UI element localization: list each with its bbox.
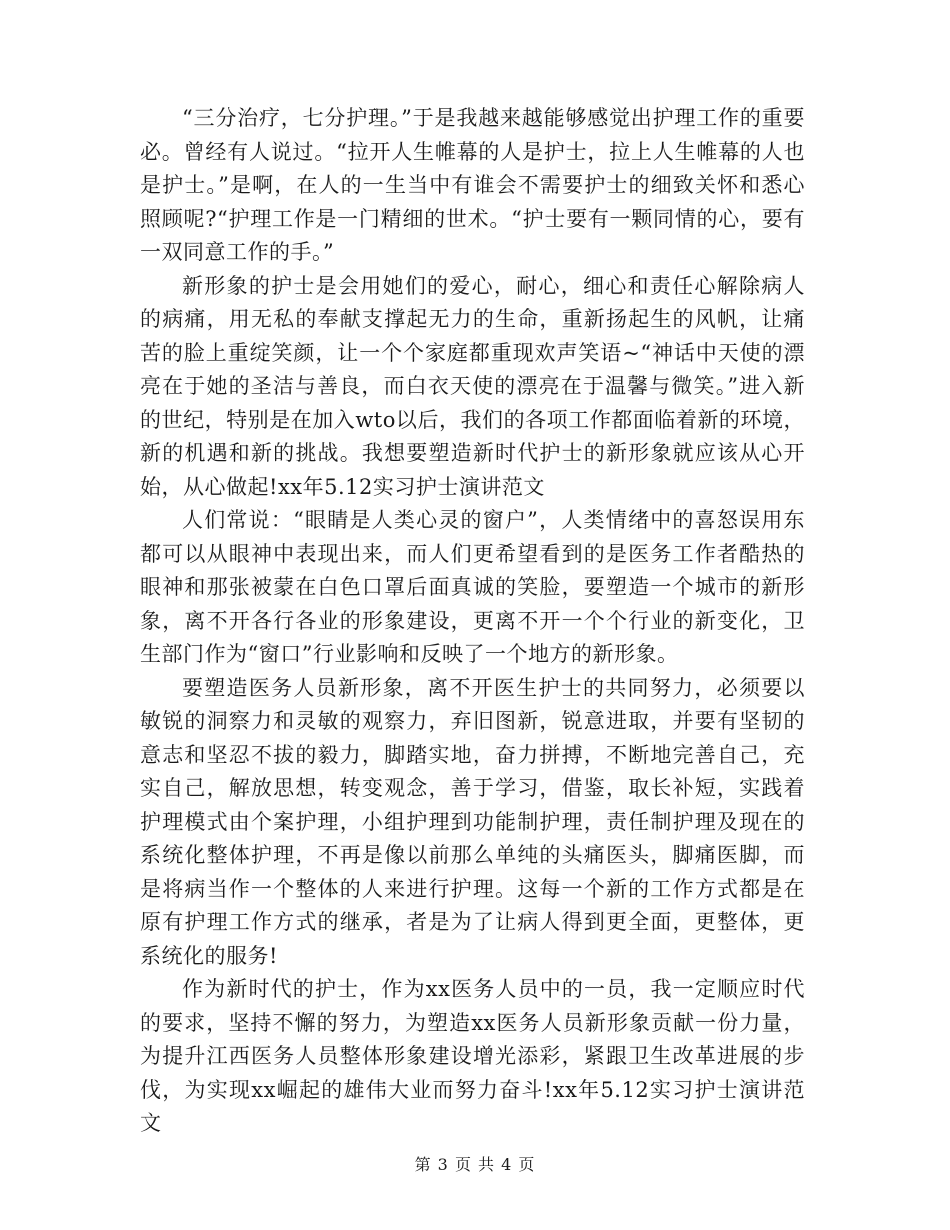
- paragraph-2: 新形象的护士是会用她们的爱心，耐心，细心和责任心解除病人的病痛，用无私的奉献支撑起无力的生命，重新扬起生的风帆，让痛苦的脸上重绽笑颜，让一个个家庭都重现欢声笑语~“神话中天使的漂亮在于她的圣洁与善良，而白衣天使的漂亮在于温馨与微笑。”进入新的世纪，特别是在加入wto以后，我们的各项工作都面临着新的环境，新的机遇和新的挑战。我想要塑造新时代护士的新形象就应该从心开始，从心做起!xx年5.12实习护士演讲范文: [140, 273, 805, 499]
- paragraph-1: “三分治疗，七分护理。”于是我越来越能够感觉出护理工作的重要必。曾经有人说过。“拉开人生帷幕的人是护士，拉上人生帷幕的人也是护士。”是啊，在人的一生当中有谁会不需要护士的细致关怀和悉心照顾呢?“护理工作是一门精细的世术。“护士要有一颗同情的心，要有一双同意工作的手。”: [140, 106, 805, 264]
- paragraph-3: 人们常说：“眼睛是人类心灵的窗户”，人类情绪中的喜怒误用东都可以从眼神中表现出来，而人们更希望看到的是医务工作者酷热的眼神和那张被蒙在白色口罩后面真诚的笑脸，要塑造一个城市的新形象，离不开各行各业的形象建设，更离不开一个个行业的新变化，卫生部门作为“窗口”行业影响和反映了一个地方的新形象。: [140, 508, 805, 666]
- paragraph-5: 作为新时代的护士，作为xx医务人员中的一员，我一定顺应时代的要求，坚持不懈的努力，为塑造xx医务人员新形象贡献一份力量，为提升江西医务人员整体形象建设增光添彩，紧跟卫生改革进展的步伐，为实现xx崛起的雄伟大业而努力奋斗!xx年5.12实习护士演讲范文: [140, 977, 805, 1135]
- document-body: [140, 102, 805, 1141]
- page-number-footer: 第 3 页 共 4 页: [414, 1155, 536, 1174]
- paragraph-4: 要塑造医务人员新形象，离不开医生护士的共同努力，必须要以敏锐的洞察力和灵敏的观察力，弃旧图新，锐意进取，并要有坚韧的意志和坚忍不拔的毅力，脚踏实地，奋力拼搏，不断地完善自己，充实自己，解放思想，转变观念，善于学习，借鉴，取长补短，实践着护理模式由个案护理，小组护理到功能制护理，责任制护理及现在的系统化整体护理，不再是像以前那么单纯的头痛医头，脚痛医脚，而是将病当作一个整体的人来进行护理。这每一个新的工作方式都是在原有护理工作方式的继承，者是为了让病人得到更全面，更整体，更系统化的服务!: [140, 675, 805, 968]
